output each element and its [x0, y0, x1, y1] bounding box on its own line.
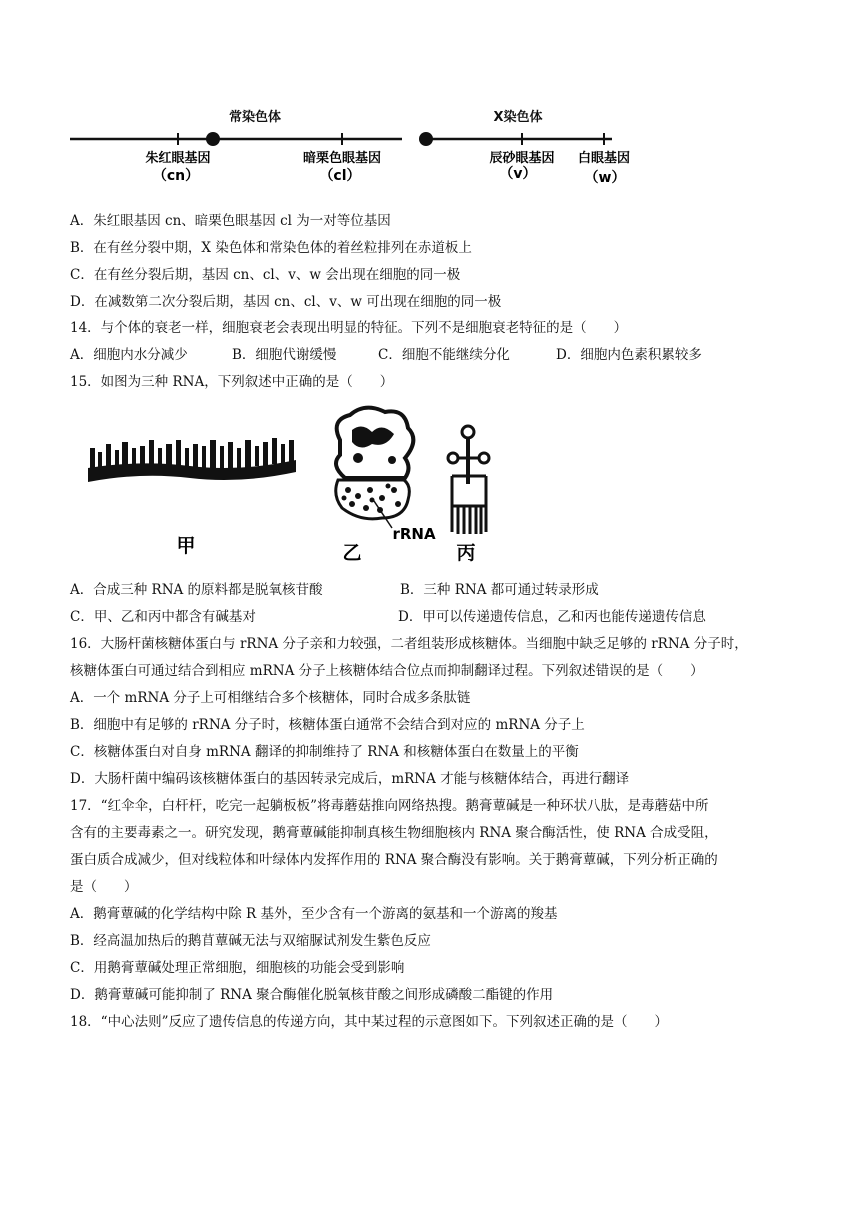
q13-option-d: D．在减数第二次分裂后期，基因 cn、cl、v、w 可出现在细胞的同一极	[70, 294, 502, 310]
q16-option-a: A．一个 mRNA 分子上可相继结合多个核糖体，同时合成多条肽链	[70, 690, 471, 706]
mrna-drawing	[88, 438, 296, 482]
q15-option-d: D．甲可以传递遗传信息，乙和丙也能传递遗传信息	[398, 609, 706, 625]
q15-option-a: A．合成三种 RNA 的原料都是脱氧核苷酸	[70, 582, 323, 598]
autosome-centromere	[206, 132, 220, 146]
q16-stem-line-2: 核糖体蛋白可通过结合到相应 mRNA 分子上核糖体结合位点而抑制翻译过程。下列叙述错误的是（ ）	[70, 663, 704, 679]
gene-label-v: 辰砂眼基因	[489, 151, 555, 166]
q15-options-row2	[70, 607, 800, 627]
q18-stem: 18．“中心法则”反应了遗传信息的传递方向，其中某过程的示意图如下。下列叙述正确的是（ ）	[70, 1014, 668, 1030]
gene-label-cl: 暗栗色眼基因	[302, 151, 382, 166]
q15-stem: 15．如图为三种 RNA，下列叙述中正确的是（ ）	[70, 374, 394, 390]
q15-option-b: B．三种 RNA 都可通过转录形成	[400, 582, 599, 598]
q17-stem-line-1: 17．“红伞伞，白杆杆，吃完一起躺板板”将毒蘑菇推向网络热搜。鹅膏蕈碱是一种环状八肽，是毒蘑菇中所	[70, 798, 709, 814]
autosome-title: 常染色体	[228, 110, 282, 125]
gene-label-cn: 朱红眼基因	[145, 151, 211, 166]
q16-option-d: D．大肠杆菌中编码该核糖体蛋白的基因转录完成后，mRNA 才能与核糖体结合，再进行翻译	[70, 771, 630, 787]
gene-symbol-cn: （cn）	[152, 168, 200, 184]
q17-stem-line-2: 含有的主要毒素之一。研究发现，鹅膏蕈碱能抑制真核生物细胞核内 RNA 聚合酶活性，使 RNA 合成受阻，	[70, 825, 718, 841]
ribosome-drawing	[336, 408, 414, 528]
chromosome-figure	[0, 0, 860, 195]
q13-option-b: B．在有丝分裂中期，X 染色体和常染色体的着丝粒排列在赤道板上	[70, 240, 472, 256]
label-jia: 甲	[176, 535, 196, 557]
q14-option-d: D．细胞内色素积累较多	[556, 347, 702, 363]
q15-options-row1	[70, 580, 800, 600]
q17-option-b: B．经高温加热后的鹅苜蕈碱无法与双缩脲试剂发生紫色反应	[70, 933, 431, 949]
q13-option-a: A．朱红眼基因 cn、暗栗色眼基因 cl 为一对等位基因	[70, 213, 391, 229]
gene-symbol-w: （w）	[584, 170, 626, 186]
rna-figure	[0, 400, 860, 575]
q17-stem-line-3: 蛋白质合成减少，但对线粒体和叶绿体内发挥作用的 RNA 聚合酶没有影响。关于鹅膏蕈碱，下列分析正确的	[70, 852, 718, 868]
q17-option-a: A．鹅膏蕈碱的化学结构中除 R 基外，至少含有一个游离的氨基和一个游离的羧基	[70, 906, 558, 922]
q16-stem-line-1: 16．大肠杆菌核糖体蛋白与 rRNA 分子亲和力较强，二者组装形成核糖体。当细胞中缺乏足够的 rRNA 分子时，	[70, 636, 748, 652]
q14-option-b: B．细胞代谢缓慢	[232, 347, 337, 363]
label-rrna: rRNA	[392, 525, 436, 543]
q16-option-b: B．细胞中有足够的 rRNA 分子时，核糖体蛋白通常不会结合到对应的 mRNA 分子上	[70, 717, 585, 733]
gene-symbol-v: （v）	[499, 166, 537, 182]
x-centromere	[419, 132, 433, 146]
q16-option-c: C．核糖体蛋白对自身 mRNA 翻译的抑制维持了 RNA 和核糖体蛋白在数量上的平衡	[70, 744, 579, 760]
q14-option-c: C．细胞不能继续分化	[378, 347, 510, 363]
q14-stem: 14．与个体的衰老一样，细胞衰老会表现出明显的特征。下列不是细胞衰老特征的是（ ）	[70, 320, 628, 336]
q17-stem-line-4: 是（ ）	[70, 879, 138, 895]
q13-option-c: C．在有丝分裂后期，基因 cn、cl、v、w 会出现在细胞的同一极	[70, 267, 461, 283]
q15-option-c: C．甲、乙和丙中都含有碱基对	[70, 609, 256, 625]
x-chromosome-title: X染色体	[493, 110, 543, 125]
label-bing: 丙	[456, 542, 476, 564]
label-yi: 乙	[342, 542, 362, 564]
q14-options	[70, 345, 800, 365]
q14-option-a: A．细胞内水分减少	[70, 347, 188, 363]
gene-symbol-cl: （cl）	[319, 168, 361, 184]
q17-option-d: D．鹅膏蕈碱可能抑制了 RNA 聚合酶催化脱氧核苷酸之间形成磷酸二酯键的作用	[70, 987, 554, 1003]
gene-label-w: 白眼基因	[577, 151, 631, 166]
q17-option-c: C．用鹅膏蕈碱处理正常细胞，细胞核的功能会受到影响	[70, 960, 405, 976]
trna-drawing	[448, 426, 489, 534]
